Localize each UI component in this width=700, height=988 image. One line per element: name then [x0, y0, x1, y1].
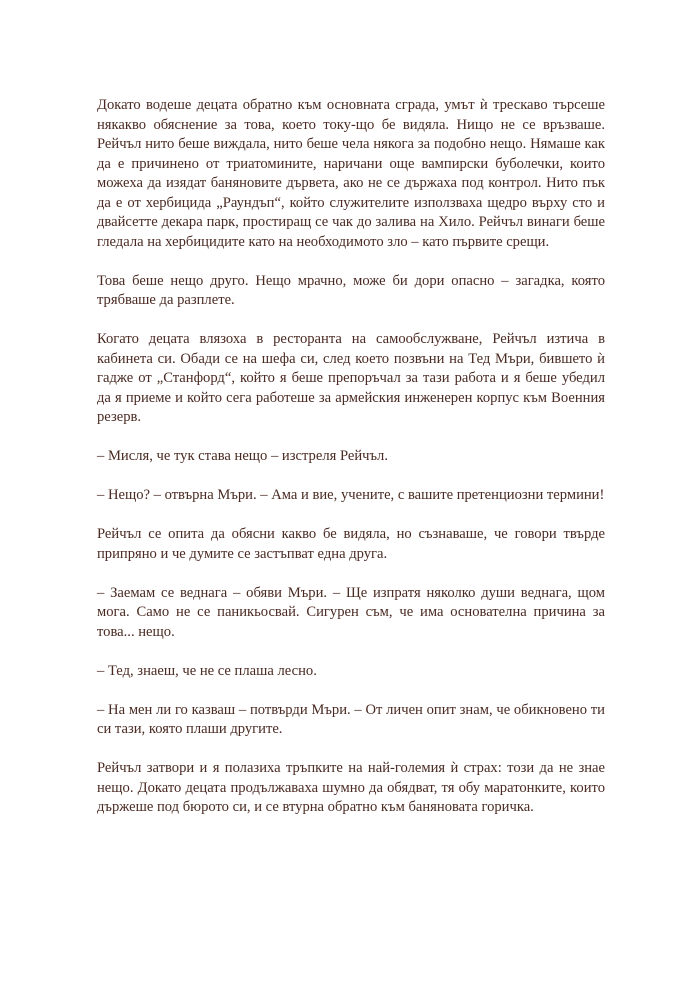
paragraph: – На мен ли го казваш – потвърди Мъри. – От личен опит знам, че обикновено ти си тази, която плаши другите.	[97, 701, 605, 737]
paragraph: – Нещо? – отвърна Мъри. – Ама и вие, учените, с вашите претенциозни термини!	[97, 487, 605, 503]
paragraph: Рейчъл се опита да обясни какво бе видяла, но съзнаваше, че говори твърде припряно и че думите се застъпват една друга.	[97, 526, 605, 562]
paragraph: – Тед, знаеш, че не се плаша лесно.	[97, 662, 317, 679]
body-text	[97, 96, 605, 837]
paragraph: Докато водеше децата обратно към основната сграда, умът ѝ трескаво търсеше някакво обяснение за това, което току-що бе видяла. Нищо не се връзваше. Рейчъл нито беше виждала, нито беше чела някога за подобно нещо. Нямаше как да е причинено от триатомините, наричани още вампирски буболечки, които можеха да изядат баняновите дървета, ако не се държаха под контрол. Нито пък да е от хербицида „Раундъп“, който служителите използваха щедро върху сто и двайсетте декара парк, простиращ се чак до залива на Хило. Рейчъл винаги беше гледала на хербицидите като на необходимото зло – като първите срещи.	[97, 97, 605, 250]
paragraph: Рейчъл затвори и я полазиха тръпките на най-големия ѝ страх: този да не знае нещо. Докато децата продължаваха шумно да обядват, тя обу маратонките, които държеше под бюрото си, и се втурна обратно към баняновата горичка.	[97, 760, 605, 815]
paragraph: Това беше нещо друго. Нещо мрачно, може би дори опасно – загадка, която трябваше да разплете.	[97, 272, 605, 308]
paragraph: – Мисля, че тук става нещо – изстреля Рейчъл.	[97, 448, 388, 464]
paragraph: Когато децата влязоха в ресторанта на самообслужване, Рейчъл изтича в кабинета си. Обади се на шефа си, след което позвъни на Тед Мъри, бившето ѝ гадже от „Станфорд“, който я беше препоръчал за тази работа и я беше убедил да я приеме и който сега работеше за армейския инженерен корпус към Военния резерв.	[97, 331, 605, 425]
paragraph: – Заемам се веднага – обяви Мъри. – Ще изпратя няколко души веднага, щом мога. Само не се паникьосвай. Сигурен съм, че има основателна причина за това... нещо.	[97, 584, 605, 640]
